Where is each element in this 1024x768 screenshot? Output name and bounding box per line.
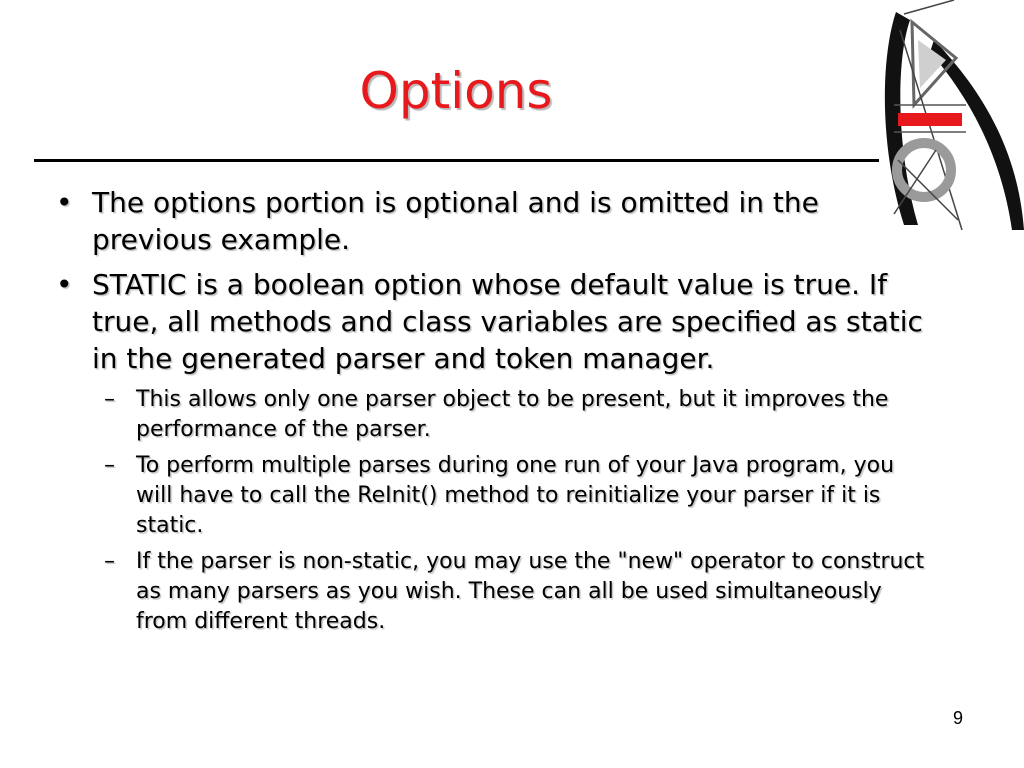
bullet-marker: •: [56, 268, 73, 301]
sub-bullet-point: [56, 451, 926, 541]
sub-bullet-text: This allows only one parser object to be present, but it improves the performance of the parser.: [136, 387, 889, 442]
sub-bullet-point: [56, 547, 926, 637]
sub-bullet-text: If the parser is non-static, you may use the "new" operator to construct as many parsers as you wish. These can all be used simultaneously from different threads.: [136, 549, 925, 634]
bullet-point: [56, 184, 926, 258]
dash-marker: –: [104, 453, 115, 478]
dash-marker: –: [104, 387, 115, 412]
bullet-text: The options portion is optional and is omitted in the previous example.: [92, 186, 819, 256]
dash-marker: –: [104, 549, 115, 574]
bullet-point: [56, 266, 926, 377]
bullet-marker: •: [56, 186, 73, 219]
sub-bullet-point: [56, 385, 926, 445]
page-number: 9: [952, 708, 963, 728]
slide-body: [56, 184, 926, 643]
title-divider: [34, 159, 879, 162]
sub-bullet-text: To perform multiple parses during one run of your Java program, you will have to call the ReInit() method to reinitialize your parser if it is static.: [136, 453, 895, 538]
slide-title: Options: [359, 62, 553, 120]
bullet-text: STATIC is a boolean option whose default value is true. If true, all methods and class variables are specified as static in the generated parser and token manager.: [92, 268, 923, 375]
